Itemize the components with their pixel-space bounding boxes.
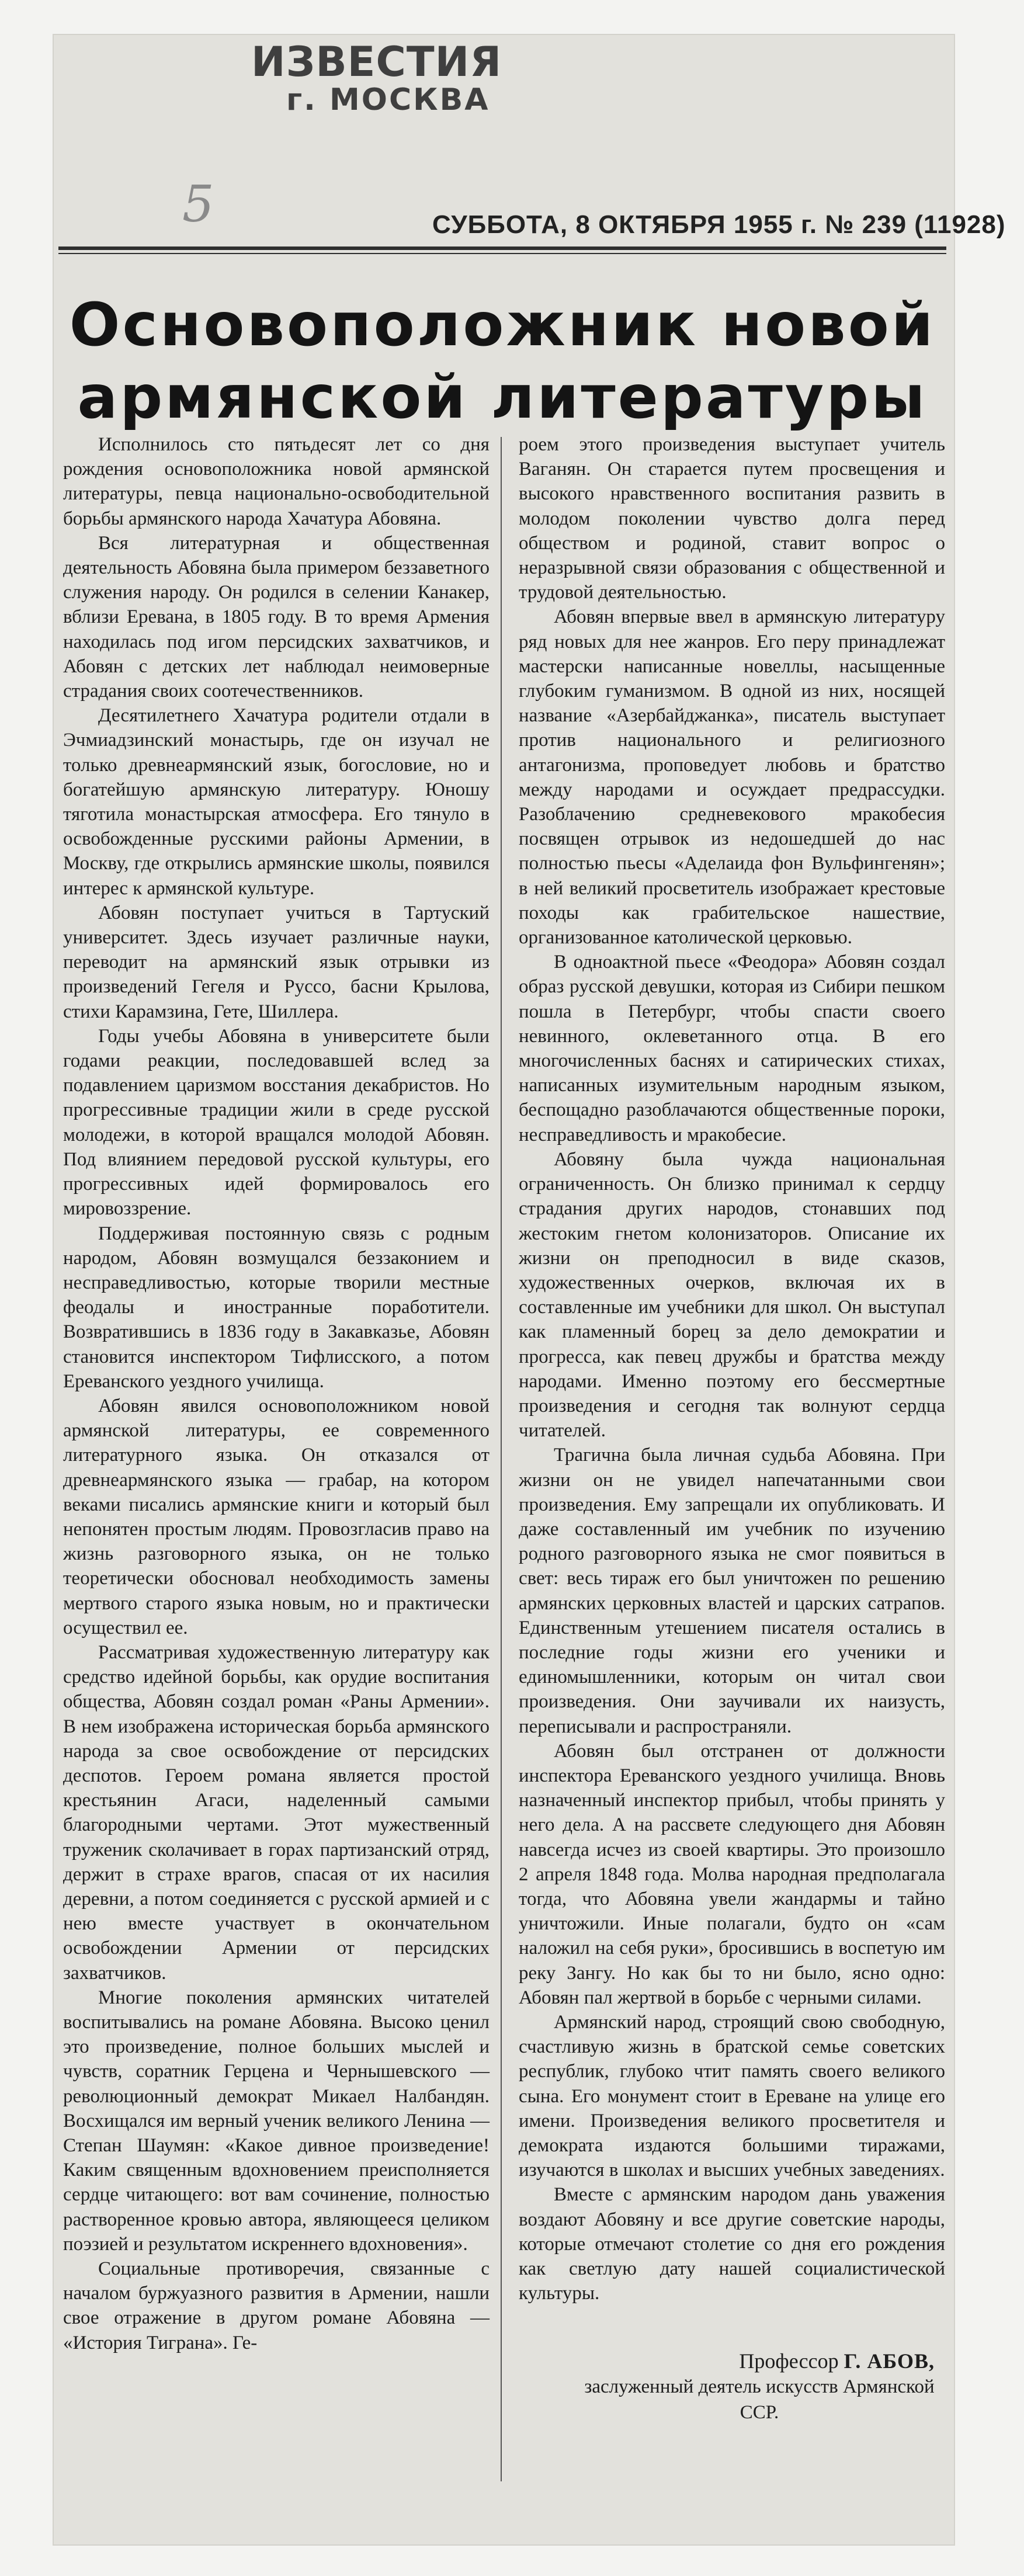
headline-line-1: Основоположник новой xyxy=(69,290,936,360)
header-rule-thin xyxy=(58,253,946,254)
paragraph: Годы учебы Абовяна в университете были годами реакции, последовавшей вслед за подавлением царизмом восстания декабристов. Но прогрессивные традиции жили в среде русской молодежи, в которой вращался молодой Абовян. Под влиянием передовой русской культуры, его прогрессивных идей формировалось его мировоззрение. xyxy=(63,1025,490,1220)
handwritten-number: 5 xyxy=(182,175,214,234)
author-name: Г. АБОВ, xyxy=(844,2349,935,2373)
author-name-line xyxy=(584,2348,935,2374)
paragraph: Десятилетнего Хачатура родители отдали в Эчмиадзинский монастырь, где он изучал не только древнеармянский язык, богословие, но и богатейшую армянскую литературу. Юношу тяготила монастырская атмосфера. Его тянуло в освобожденные русскими районы Армении, в Москву, где открылись армянские школы, появился интерес к армянской культуре. xyxy=(63,705,490,899)
stamp-city: г. МОСКВА xyxy=(286,82,490,117)
issue-dateline: СУББОТА, 8 ОКТЯБРЯ 1955 г. № 239 (11928) xyxy=(432,210,1006,239)
author-rank: Профессор xyxy=(739,2349,839,2373)
paragraph: Поддерживая постоянную связь с родным народом, Абовян возмущался беззаконием и несправедливостью, которые творили местные феодалы и иностранные поработители. Возвратившись в 1836 году в Закавказье, Абовян становится инспектором Тифлисского, а потом Ереванского уездного училища. xyxy=(63,1223,490,1392)
newspaper-stamp xyxy=(251,38,502,117)
paragraph: Исполнилось сто пятьдесят лет со дня рождения основоположника новой армянской литературы, певца национально-освободительной борьбы армянского народа Хачатура Абовяна. xyxy=(63,434,490,529)
paragraph: Абовян впервые ввел в армянскую литературу ряд новых для нее жанров. Его перу принадлежат мастерски написанные новеллы, насыщенные глубоким гуманизмом. В одной из них, носящей название «Азербайджанка», писатель выступает против национального и религиозного антагонизма, проповедует любовь и братство между народами и осуждает предрассудки. Разоблачению средневекового мракобесия посвящен отрывок из недошедшей до нас полностью пьесы «Аделаида фон Вульфингенян»; в ней великий просветитель изображает крестовые походы как грабительское нашествие, организованное католической церковью. xyxy=(519,606,945,949)
header-rule-thick xyxy=(58,247,946,250)
author-title: заслуженный деятель искусств Армянской ССР. xyxy=(584,2376,935,2423)
paragraph: Вся литературная и общественная деятельность Абовяна была примером беззаветного служения народу. Он родился в селении Канакер, вблизи Еревана, в 1805 году. В то время Армения находилась под игом персидских захватчиков, и Абовян с детских лет наблюдал неимоверные страдания своих соотечественников. xyxy=(63,532,490,702)
paragraph: роем этого произведения выступает учитель Ваганян. Он старается путем просвещения и высокого нравственного воспитания развить в молодом поколении чувство долга перед обществом и родиной, ставит вопрос о неразрывной связи образования с общественной и трудовой деятельностью. xyxy=(519,434,945,603)
paragraph: Многие поколения армянских читателей воспитывались на романе Абовяна. Высоко ценил это произведение, полное больших мыслей и чувств, соратник Герцена и Чернышевского — революционный демократ Микаел Налбандян. Восхищался им верный ученик великого Ленина — Степан Шаумян: «Какое дивное произведение! Каким священным вдохновением преисполняется сердце читающего: вот вам сочинение, полностью растворенное кровью автора, являющееся целиком поэзией и результатом искреннего вдохновения». xyxy=(63,1987,490,2255)
paragraph: Абовян поступает учиться в Тартуский университет. Здесь изучает различные науки, переводит на армянский язык отрывки из произведений Гегеля и Руссо, басни Крылова, стихи Карамзина, Гете, Шиллера. xyxy=(63,902,490,1022)
paragraph: Рассматривая художественную литературу как средство идейной борьбы, как орудие воспитания общества, Абовян создал роман «Раны Армении». В нем изображена историческая борьба армянского народа за свое освобождение от персидских деспотов. Героем романа является простой крестьянин Агаси, наделенный самыми благородными чертами. Этот мужественный труженик сколачивает в горах партизанский отряд, держит в страхе врагов, спасая от их насилия деревни, а потом соединяется с русской армией и с нею вместе участвует в окончательном освобождении Армении от персидских захватчиков. xyxy=(63,1641,490,1984)
paragraph: Абовян явился основоположником новой армянской литературы, ее современного литературного языка. Он отказался от древнеармянского языка — грабар, на котором веками писались армянские книги и который был непонятен простым людям. Провозгласив право на жизнь разговорного языка, он не только теоретически обосновал необходимость замены мертвого старого языка новым, но и практически осуществил ее. xyxy=(63,1395,490,1638)
paragraph: В одноактной пьесе «Феодора» Абовян создал образ русской девушки, которая из Сибири пешком пошла в Петербург, чтобы спасти своего невинного, оклеветанного отца. В его многочисленных баснях и сатирических стихах, написанных изумительным народным языком, беспощадно разоблачаются общественные пороки, несправедливость и мракобесие. xyxy=(519,952,945,1145)
headline-line-2: армянской литературы xyxy=(77,363,928,432)
article-column-left xyxy=(63,432,490,2355)
paragraph: Армянский народ, строящий свою свободную, счастливую жизнь в братской семье советских республик, глубоко чтит память своего великого сына. Его монумент стоит в Ереване на улице его имени. Произведения великого просветителя и демократа издаются большими тиражами, изучаются в школах и высших учебных заведениях. xyxy=(519,2012,945,2181)
paragraph: Абовяну была чужда национальная ограниченность. Он близко принимал к сердцу страдания других народов, стонавших под жестоким гнетом колонизаторов. Описание их жизни он преподносил в виде сказов, художественных очерков, включая их в составленные им учебники для школ. Он выступал как пламенный борец за дело демократии и прогресса, как певец дружбы и братства между народами. Именно поэтому его бессмертные произведения и сегодня так волнуют сердца читателей. xyxy=(519,1148,945,1442)
paragraph: Вместе с армянским народом дань уважения воздают Абовяну и все другие советские народы, которые отмечают столетие со дня его рождения как светлую дату нашей социалистической культуры. xyxy=(519,2184,945,2304)
paragraph: Трагична была личная судьба Абовяна. При жизни он не увидел напечатанными свои произведения. Ему запрещали их опубликовать. И даже составленный им учебник по изучению родного разговорного языка не смог появиться в свет: весь тираж его был уничтожен по решению армянских церковных властей и царских сатрапов. Единственным утешением писателя остались в последние годы жизни его ученики и единомышленники, которым он читал свои произведения. Они заучивали их наизусть, переписывали и распространяли. xyxy=(519,1445,945,1737)
paragraph: Абовян был отстранен от должности инспектора Ереванского уездного училища. Вновь назначенный инспектор прибыл, чтобы принять у него дела. А на рассвете следующего дня Абовян навсегда исчез из своей квартиры. Это произошло 2 апреля 1848 года. Молва народная предполагала тогда, что Абовяна увели жандармы и тайно уничтожили. Иные полагали, будто он «сам наложил на себя руки», бросившись в воспетую им реку Зангу. Но как бы то ни было, ясно одно: Абовян пал жертвой в борьбе с черными силами. xyxy=(519,1740,945,2008)
author-signature xyxy=(584,2348,935,2425)
stamp-newspaper-name: ИЗВЕСТИЯ xyxy=(251,38,502,86)
paragraph: Социальные противоречия, связанные с началом буржуазного развития в Армении, нашли свое отражение в другом романе Абовяна — «История Тиграна». Ге- xyxy=(63,2258,490,2353)
article-headline xyxy=(58,289,946,434)
column-divider xyxy=(501,437,502,2481)
article-column-right xyxy=(519,432,945,2306)
